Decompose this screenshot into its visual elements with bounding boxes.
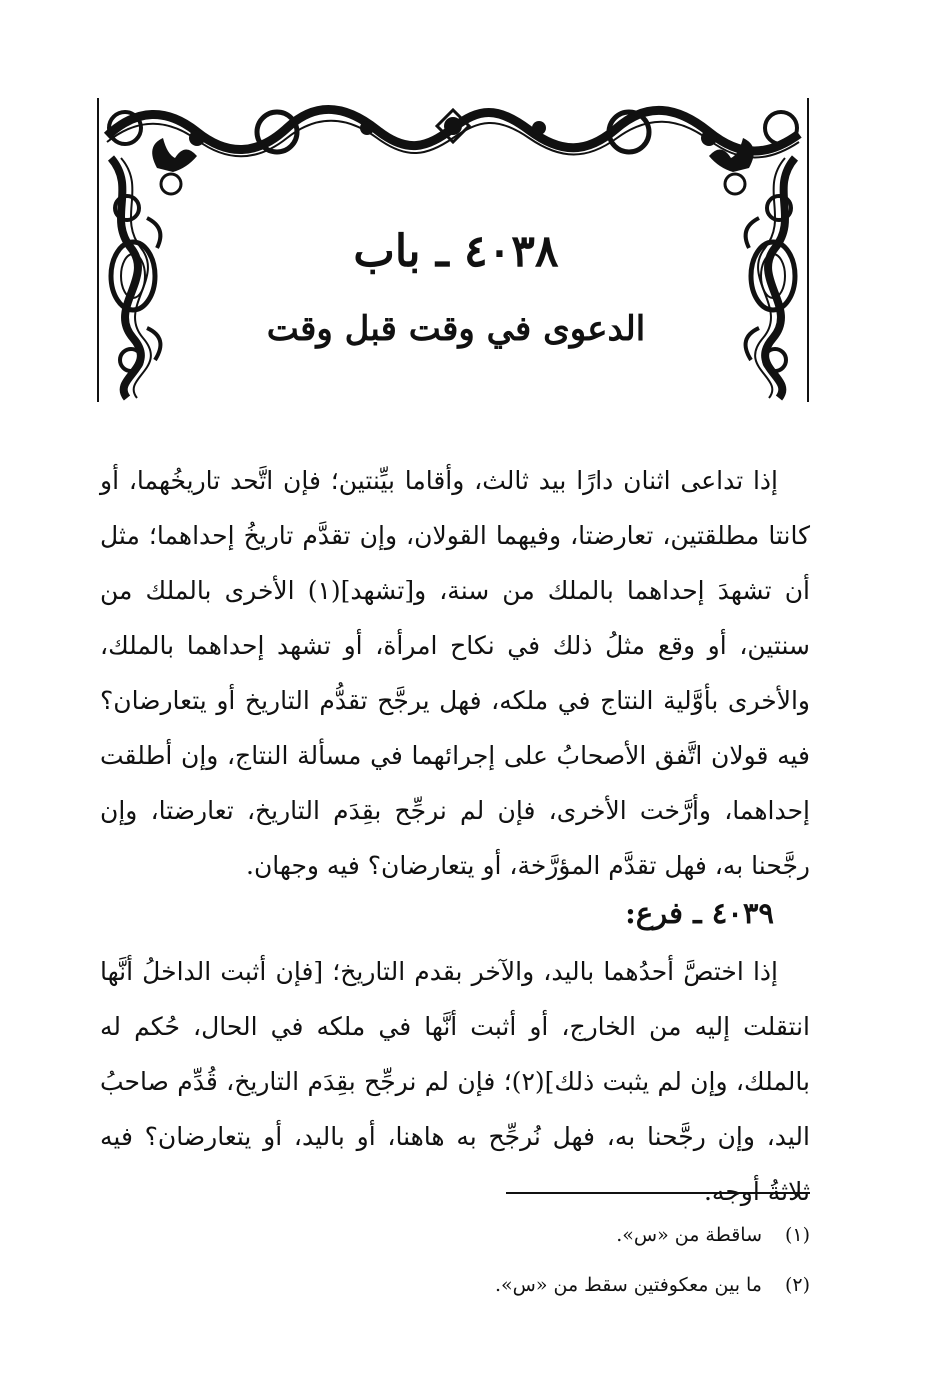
footnote-separator — [506, 1192, 810, 1194]
chapter-title: الدعوى في وقت قبل وقت — [266, 309, 646, 349]
footnote-text: ما بين معكوفتين سقط من «س». — [494, 1274, 762, 1296]
footnote-1 — [100, 1210, 810, 1260]
footnote-number: (٢) — [784, 1274, 810, 1296]
footnote-text: ساقطة من «س». — [616, 1224, 762, 1246]
branch-heading: ٤٠٣٩ ـ فرع: — [625, 896, 774, 930]
paragraph-1: إذا تداعى اثنان دارًا بيد ثالث، وأقاما بيِّنتين؛ فإن اتَّحد تاريخُهما، أو كانتا مطلقتين، تعارضتا، وفيهما القولان، وإن تقدَّم تاريخُ إحداهما؛ مثل أن تشهدَ إحداهما بالملك من سنة، و[تشهد](١) الأخرى بالملك من سنتين، أو وقع مثلُ ذلك في نكاح امرأة، أو تشهد إحداهما بالملك، والأخرى بأوَّلية النتاج في ملكه، فهل يرجَّح تقدُّم التاريخ أو يتعارضان؟ فيه قولان اتَّفق الأصحابُ على إجرائهما في مسألة النتاج، وإن أطلقت إحداهما، وأرَّخت الأخرى، فإن لم نرجِّح بقِدَم التاريخ، تعارضتا، وإن رجَّحنا به، فهل تقدَّم المؤرَّخة، أو يتعارضان؟ فيه وجهان. — [100, 466, 811, 880]
footnote-2 — [100, 1260, 810, 1310]
chapter-heading: ٤٠٣٨ ـ باب — [353, 226, 559, 277]
paragraph-main — [100, 453, 810, 893]
paragraph-branch — [100, 944, 810, 1219]
footnotes — [100, 1210, 810, 1310]
footnote-number: (١) — [784, 1224, 810, 1246]
paragraph-2: إذا اختصَّ أحدُهما باليد، والآخر بقدم التاريخ؛ [فإن أثبت الداخلُ أنَّها انتقلت إليه من الخارج، أو أثبت أنَّها في ملكه في الحال، حُكم له بالملك، وإن لم يثبت ذلك](٢)؛ فإن لم نرجِّح بقِدَم التاريخ، قُدِّم صاحبُ اليد، وإن رجَّحنا به، فهل نُرجِّح به هاهنا، أو باليد، أو يتعارضان؟ فيه ثلاثةُ أوجه. — [100, 957, 810, 1206]
